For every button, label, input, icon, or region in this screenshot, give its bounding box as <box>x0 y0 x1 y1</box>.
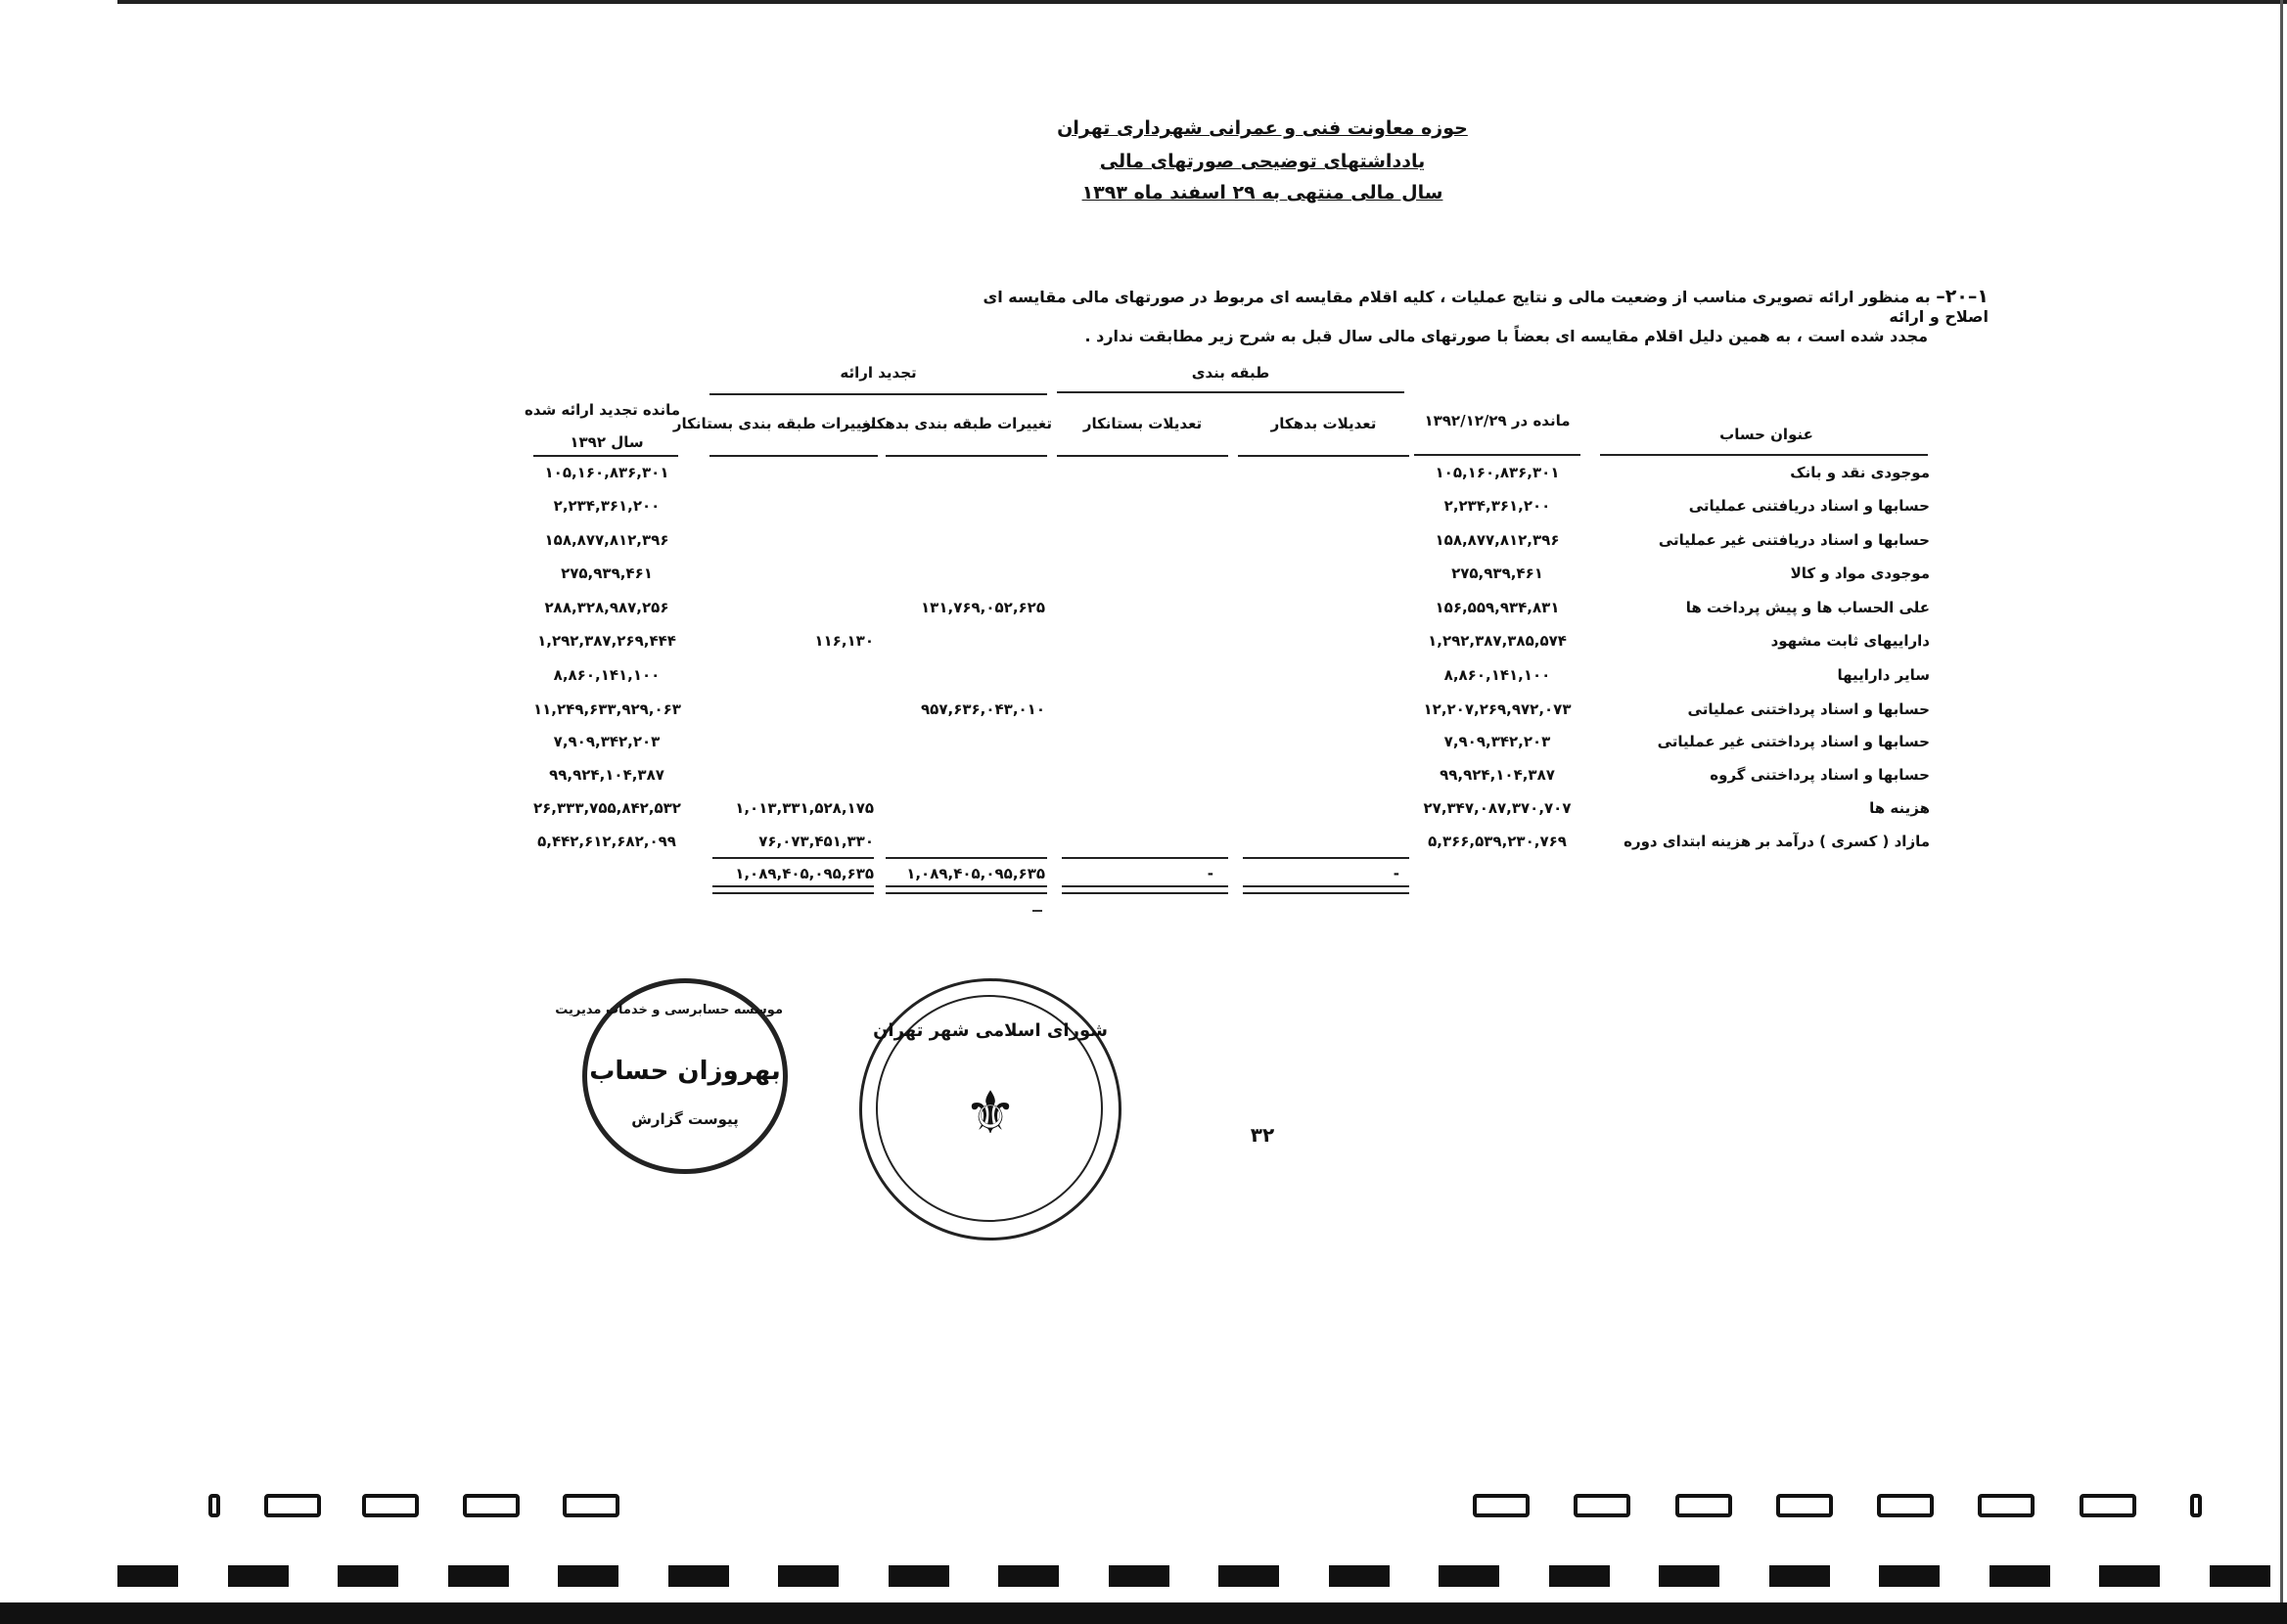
sprocket-mark <box>1675 1494 1732 1517</box>
stamp-top-text: موسسه حسابرسی و خدمات مدیریت <box>555 1003 783 1017</box>
balance-value: ۱,۲۹۲,۳۸۷,۳۸۵,۵۷۴ <box>1428 632 1567 650</box>
account-name: حسابها و اسناد پرداختنی گروه <box>1710 766 1930 784</box>
sprocket-mark <box>1574 1494 1630 1517</box>
divider <box>709 455 878 457</box>
film-bar <box>668 1565 729 1587</box>
double-underline <box>712 885 874 894</box>
note-number: ۱–۲۰– <box>1936 286 1989 307</box>
header-adj-credit: تعدیلات بستانکار <box>1082 415 1203 432</box>
org-title: حوزه معاونت فنی و عمرانی شهرداری تهران <box>1057 117 1468 139</box>
doc-title: یادداشتهای توضیحی صورتهای مالی <box>1099 151 1426 172</box>
film-bar <box>117 1565 178 1587</box>
restated-value: ۲۶,۳۳۳,۷۵۵,۸۴۲,۵۳۲ <box>533 799 681 817</box>
divider <box>1414 454 1580 456</box>
divider <box>1057 455 1228 457</box>
reclass-credit-value: ۱۱۶,۱۳۰ <box>814 632 874 650</box>
double-underline <box>886 885 1047 894</box>
reclass-credit-value: ۱,۰۱۳,۳۳۱,۵۲۸,۱۷۵ <box>735 799 874 817</box>
header-reclass-credit: تغییرات طبقه بندی بستانکار <box>672 415 876 432</box>
film-bar <box>2210 1565 2270 1587</box>
restated-value: ۲۷۵,۹۳۹,۴۶۱ <box>561 564 653 582</box>
auditor-stamp <box>555 978 788 1174</box>
account-name: مازاد ( کسری ) درآمد بر هزینه ابتدای دوره <box>1624 833 1930 850</box>
account-name: موجودی مواد و کالا <box>1790 564 1930 582</box>
restated-value: ۲۸۸,۳۲۸,۹۸۷,۲۵۶ <box>544 599 669 616</box>
account-name: حسابها و اسناد دریافتنی عملیاتی <box>1688 497 1930 515</box>
emblem-icon: ⚜ <box>964 1079 1017 1148</box>
film-bar <box>1659 1565 1719 1587</box>
divider <box>1600 454 1928 456</box>
balance-value: ۱۰۵,۱۶۰,۸۳۶,۳۰۱ <box>1435 464 1560 481</box>
divider <box>1062 857 1228 859</box>
balance-value: ۲۷۵,۹۳۹,۴۶۱ <box>1451 564 1543 582</box>
film-bar <box>1769 1565 1830 1587</box>
note-paragraph-line1 <box>971 286 1989 326</box>
balance-value: ۱۲,۲۰۷,۲۶۹,۹۷۲,۰۷۳ <box>1423 700 1572 718</box>
group-restatement: تجدید ارائه <box>840 364 917 382</box>
sprocket-mark <box>362 1494 419 1517</box>
reclass-credit-value: ۷۶,۰۷۳,۴۵۱,۳۳۰ <box>758 833 874 850</box>
divider <box>1057 391 1404 393</box>
balance-value: ۱۵۶,۵۵۹,۹۳۴,۸۳۱ <box>1435 599 1560 616</box>
restated-value: ۵,۴۴۲,۶۱۲,۶۸۲,۰۹۹ <box>537 833 676 850</box>
header-restated-2: سال ۱۳۹۲ <box>570 433 644 451</box>
restated-value: ۱۰۵,۱۶۰,۸۳۶,۳۰۱ <box>544 464 669 481</box>
reclass-debit-value: ۹۵۷,۶۳۶,۰۴۳,۰۱۰ <box>921 700 1045 718</box>
sprocket-mark <box>2080 1494 2136 1517</box>
reclass-debit-value: ۱۳۱,۷۶۹,۰۵۲,۶۲۵ <box>921 599 1045 616</box>
header-restated-1: مانده تجدید ارائه شده <box>524 401 680 419</box>
account-name: حسابها و اسناد پرداختنی غیر عملیاتی <box>1657 733 1930 750</box>
account-name: داراییهای ثابت مشهود <box>1770 632 1930 650</box>
balance-value: ۲۷,۳۴۷,۰۸۷,۳۷۰,۷۰۷ <box>1423 799 1572 817</box>
divider <box>886 857 1047 859</box>
restated-value: ۷,۹۰۹,۳۴۲,۲۰۳ <box>553 733 661 750</box>
scan-bottom-edge <box>0 1602 2287 1624</box>
account-name: علی الحساب ها و پیش پرداخت ها <box>1685 599 1930 616</box>
balance-value: ۵,۳۶۶,۵۳۹,۲۳۰,۷۶۹ <box>1428 833 1567 850</box>
total-adj-credit: - <box>1207 865 1213 882</box>
double-underline <box>1062 885 1228 894</box>
sprocket-mark <box>463 1494 520 1517</box>
account-name: هزینه ها <box>1869 799 1930 817</box>
stamp-bottom-text: پیوست گزارش <box>631 1110 739 1128</box>
film-bar <box>1879 1565 1940 1587</box>
note-text-1: به منظور ارائه تصویری مناسب از وضعیت مالی و نتایج عملیات ، کلیه اقلام مقایسه ای مربوط در صورتهای مالی مقایسه ای اصلاح و ارائه <box>983 288 1989 326</box>
sprocket-mark <box>1978 1494 2035 1517</box>
sprocket-mark <box>1473 1494 1530 1517</box>
divider <box>709 393 1047 395</box>
fiscal-year-title: سال مالی منتهی به ۲۹ اسفند ماه ۱۳۹۳ <box>1081 182 1443 203</box>
restated-value: ۲,۲۳۴,۳۶۱,۲۰۰ <box>553 497 661 515</box>
sprocket-mark <box>1776 1494 1833 1517</box>
restated-value: ۱۱,۲۴۹,۶۳۳,۹۲۹,۰۶۳ <box>533 700 681 718</box>
balance-value: ۹۹,۹۲۴,۱۰۴,۳۸۷ <box>1440 766 1555 784</box>
header-adj-debit: تعدیلات بدهکار <box>1270 415 1377 432</box>
header-reclass-debit: تغییرات طبقه بندی بدهکار <box>862 415 1052 432</box>
account-name: حسابها و اسناد پرداختنی عملیاتی <box>1687 700 1930 718</box>
sprocket-mark <box>264 1494 321 1517</box>
film-bar <box>448 1565 509 1587</box>
film-bar <box>1329 1565 1390 1587</box>
film-bar <box>228 1565 289 1587</box>
balance-value: ۱۵۸,۸۷۷,۸۱۲,۳۹۶ <box>1435 531 1560 549</box>
restated-value: ۱۵۸,۸۷۷,۸۱۲,۳۹۶ <box>544 531 669 549</box>
balance-value: ۲,۲۳۴,۳۶۱,۲۰۰ <box>1443 497 1551 515</box>
divider <box>712 857 874 859</box>
film-bar <box>1990 1565 2050 1587</box>
page-number: ۳۲ <box>1250 1123 1275 1147</box>
sprocket-mark <box>563 1494 619 1517</box>
total-reclass-credit: ۱,۰۸۹,۴۰۵,۰۹۵,۶۳۵ <box>735 865 874 882</box>
restated-value: ۱,۲۹۲,۳۸۷,۲۶۹,۴۴۴ <box>537 632 676 650</box>
film-bar <box>338 1565 398 1587</box>
film-bar <box>1109 1565 1169 1587</box>
total-adj-debit: - <box>1393 865 1399 882</box>
divider <box>1238 455 1409 457</box>
film-bar <box>778 1565 839 1587</box>
film-bar <box>889 1565 949 1587</box>
account-name: موجودی نقد و بانک <box>1790 464 1930 481</box>
sprocket-mark <box>208 1494 220 1517</box>
balance-value: ۷,۹۰۹,۳۴۲,۲۰۳ <box>1443 733 1551 750</box>
city-council-stamp <box>859 978 1121 1241</box>
restated-value: ۹۹,۹۲۴,۱۰۴,۳۸۷ <box>549 766 664 784</box>
sprocket-mark <box>2190 1494 2202 1517</box>
stamp-name: بهروزان حساب <box>589 1057 781 1086</box>
total-reclass-debit: ۱,۰۸۹,۴۰۵,۰۹۵,۶۳۵ <box>906 865 1045 882</box>
stamp-text: شورای اسلامی شهر تهران <box>873 1020 1108 1041</box>
note-text-2: مجدد شده است ، به همین دلیل اقلام مقایسه ای بعضاً با صورتهای مالی سال قبل به شرح زیر مطابقت ندارد . <box>1084 327 1928 345</box>
sprocket-mark <box>1877 1494 1934 1517</box>
film-bar <box>1218 1565 1279 1587</box>
double-underline <box>1243 885 1409 894</box>
group-classification: طبقه بندی <box>1191 364 1270 382</box>
header-balance: مانده در ۱۳۹۲/۱۲/۲۹ <box>1424 412 1571 429</box>
divider <box>1243 857 1409 859</box>
divider <box>533 455 678 457</box>
account-name: سایر داراییها <box>1837 666 1930 684</box>
header-account: عنوان حساب <box>1719 426 1813 443</box>
scan-mark <box>1032 910 1042 912</box>
film-bar <box>558 1565 618 1587</box>
scan-right-edge <box>2280 0 2283 1617</box>
scan-top-edge <box>117 0 2287 4</box>
film-bar <box>998 1565 1059 1587</box>
film-bar <box>1439 1565 1499 1587</box>
divider <box>886 455 1047 457</box>
balance-value: ۸,۸۶۰,۱۴۱,۱۰۰ <box>1443 666 1551 684</box>
film-bar <box>1549 1565 1610 1587</box>
film-bar <box>2099 1565 2160 1587</box>
restated-value: ۸,۸۶۰,۱۴۱,۱۰۰ <box>553 666 661 684</box>
account-name: حسابها و اسناد دریافتنی غیر عملیاتی <box>1658 531 1930 549</box>
